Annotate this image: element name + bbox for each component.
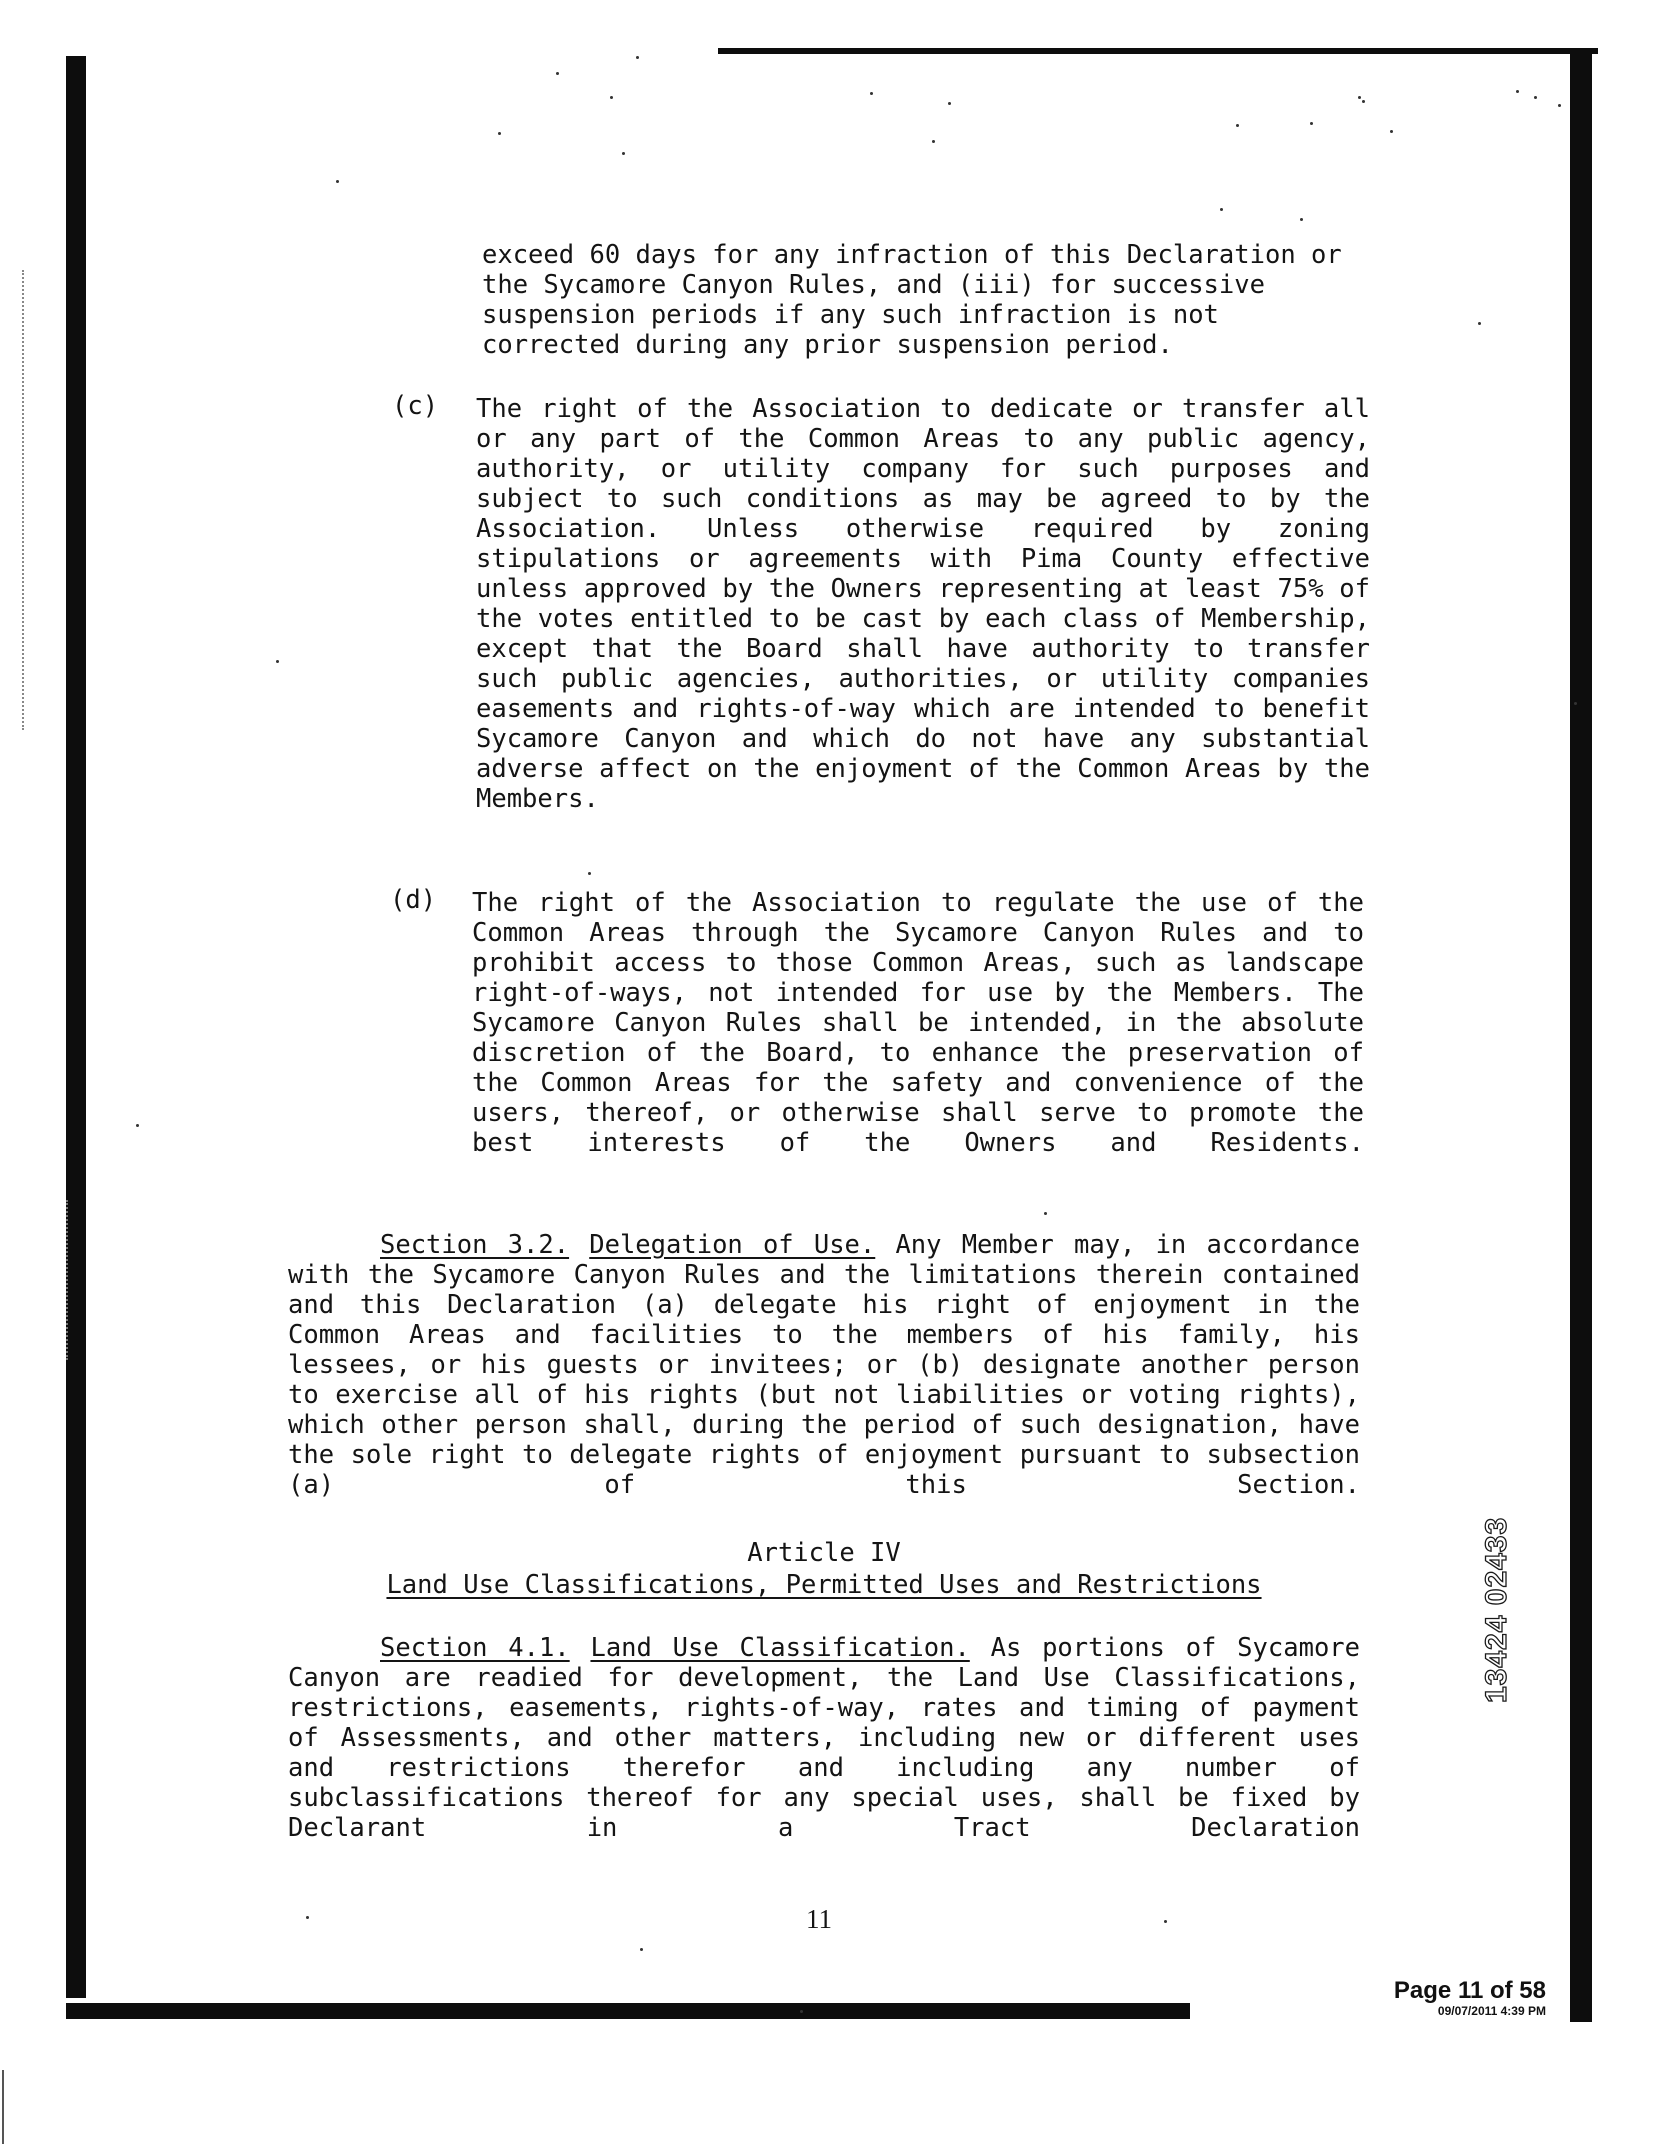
scan-speck xyxy=(640,1948,643,1951)
scan-speck xyxy=(1558,104,1561,107)
item-label-d: (d) xyxy=(390,885,437,915)
scan-speck xyxy=(1390,130,1393,133)
scan-speck xyxy=(336,180,339,183)
recorder-page-label: Page 11 of 58 xyxy=(1393,1977,1546,2004)
scan-speck xyxy=(1220,208,1223,211)
section-4-1-paragraph xyxy=(288,1633,1360,1843)
paragraph-item-c xyxy=(476,394,1370,814)
section-3-2-heading: Delegation of Use. xyxy=(589,1230,876,1260)
section-4-1-heading: Land Use Classification. xyxy=(590,1633,970,1663)
paragraph-item-d xyxy=(472,888,1364,1158)
scan-dotted-mark xyxy=(66,1200,69,1360)
scan-speck xyxy=(1362,100,1365,103)
scan-speck xyxy=(136,1124,139,1127)
section-3-2-text: Any Member may, in accordance with the Sycamore Canyon Rules and the limitations therein contained and this Declaration (a) delegate his right of enjoyment in the Common Areas and facilities to the members of his family, his lessees, or his guests or invitees; or (b) designate another person to exercise all of his rights (but not liabilities or voting rights), which other person shall, during the period of such designation, have the sole right to delegate rights of enjoyment pursuant to subsection (a) of this Section. xyxy=(288,1230,1360,1500)
page-number: 11 xyxy=(806,1904,832,1934)
article-subtitle xyxy=(288,1570,1360,1600)
scan-speck xyxy=(556,72,559,75)
scan-speck xyxy=(1574,702,1577,705)
section-4-1-text: As portions of Sycamore Canyon are readied for development, the Land Use Classifications, restrictions, easements, rights-of-way, rates and timing of payment of Assessments, and other matters, including new or different uses and restrictions therefor and including any number of subclassifications thereof for any special uses, shall be fixed by Declarant in a Tract Declaration xyxy=(288,1633,1360,1843)
scan-speck xyxy=(622,152,625,155)
scan-speck xyxy=(870,92,873,95)
scan-speck xyxy=(610,96,613,99)
scan-border-top xyxy=(718,48,1598,54)
recorder-timestamp: 09/07/2011 4:39 PM xyxy=(1437,2004,1546,2018)
scan-speck xyxy=(932,140,935,143)
scan-border-bottom xyxy=(66,2003,1190,2019)
scan-speck xyxy=(1358,96,1361,99)
scan-speck xyxy=(1534,96,1537,99)
scan-speck xyxy=(1478,322,1481,325)
item-d-text: The right of the Association to regulate the use of the Common Areas through the Sycamore Canyon Rules and to prohibit access to those Common Areas, such as landscape right-of-ways, not intended for use by the Members. The Sycamore Canyon Rules shall be intended, in the absolute discretion of the Board, to enhance the preservation of the Common Areas for the safety and convenience of the users, thereof, or otherwise shall serve to promote the best interests of the Owners and Residents. xyxy=(472,888,1364,1158)
scan-speck xyxy=(498,132,501,135)
scan-speck xyxy=(800,2010,803,2013)
scan-speck xyxy=(306,1916,309,1919)
scan-speck xyxy=(1300,218,1303,221)
scan-speck xyxy=(1310,122,1313,125)
scan-speck xyxy=(1236,124,1239,127)
scan-speck xyxy=(1164,1920,1167,1923)
article-title: Article IV xyxy=(747,1538,901,1568)
scan-speck xyxy=(1044,1212,1047,1215)
scan-border-right xyxy=(1570,50,1592,2022)
scan-speck xyxy=(636,56,639,59)
paragraph-continuation: exceed 60 days for any infraction of this Declaration or the Sycamore Canyon Rules, and (iii) for successive suspension periods if any such infraction is not corrected during any prior suspension period. xyxy=(482,240,1342,360)
recorder-stamp xyxy=(1340,1978,1546,2018)
scan-speck xyxy=(588,872,591,875)
scan-border-left xyxy=(66,56,86,1998)
item-c-text: The right of the Association to dedicate or transfer all or any part of the Common Areas to any public agency, authority, or utility company for such purposes and subject to such conditions as may be agreed to by the Association. Unless otherwise required by zoning stipulations or agreements with Pima County effective unless approved by the Owners representing at least 75% of the votes entitled to be cast by each class of Membership, except that the Board shall have authority to transfer such public agencies, authorities, or utility companies easements and rights-of-way which are intended to benefit Sycamore Canyon and which do not have any substantial adverse affect on the enjoyment of the Common Areas by the Members. xyxy=(476,394,1370,814)
scan-speck xyxy=(1516,90,1519,93)
item-label-c: (c) xyxy=(392,391,439,421)
section-4-1-number: Section 4.1. xyxy=(380,1633,570,1663)
section-3-2-paragraph xyxy=(288,1230,1360,1500)
recorder-document-code: 13424 02433 xyxy=(1480,1516,1513,1704)
scan-speck xyxy=(276,660,279,663)
scan-edge-mark xyxy=(2,2070,4,2144)
section-3-2-number: Section 3.2. xyxy=(380,1230,570,1260)
scan-dotted-mark xyxy=(22,270,25,730)
scan-speck xyxy=(948,102,951,105)
article-subtitle-text: Land Use Classifications, Permitted Uses and Restrictions xyxy=(386,1570,1262,1600)
